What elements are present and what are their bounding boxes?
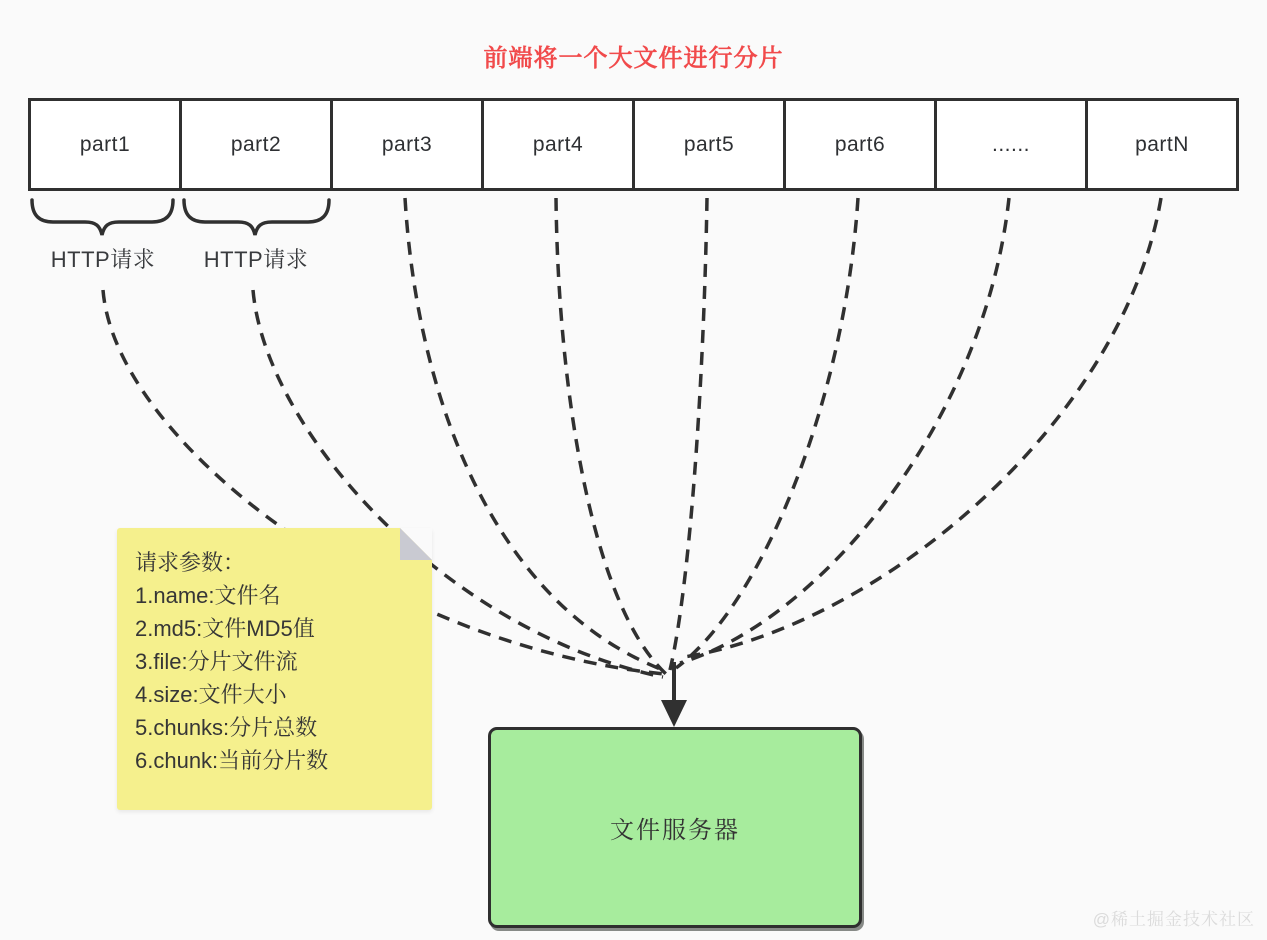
watermark: @稀土掘金技术社区 (1092, 910, 1255, 929)
note-line: 1.name:文件名 (135, 583, 281, 608)
curly-brace-icon (32, 200, 173, 235)
note-line: 请求参数： (135, 550, 246, 575)
part-cell (182, 101, 333, 188)
upload-curve (556, 198, 666, 674)
part-label: part1 (79, 132, 131, 156)
part-label: partN (1135, 132, 1189, 156)
part-cell (937, 101, 1088, 188)
file-server-label: 文件服务器 (610, 817, 740, 844)
upload-curve (670, 198, 707, 670)
part-cell (484, 101, 635, 188)
folded-corner-icon (400, 528, 432, 560)
part-label: part3 (381, 132, 433, 156)
part-label: part6 (834, 132, 886, 156)
part-cell (786, 101, 937, 188)
note-line: 6.chunk:当前分片数 (135, 748, 329, 773)
part-cell (333, 101, 484, 188)
note-line: 4.size:文件大小 (135, 682, 287, 707)
http-request-label: HTTP请求 (203, 247, 309, 272)
note-line: 2.md5:文件MD5值 (135, 616, 315, 641)
upload-curve (676, 198, 858, 668)
note-line: 5.chunks:分片总数 (135, 715, 318, 740)
diagram-title: 前端将一个大文件进行分片 (483, 45, 784, 72)
part-label: ...... (991, 132, 1030, 156)
arrow-down-icon (661, 700, 687, 727)
note-line: 3.file:分片文件流 (135, 649, 298, 674)
part-label: part2 (230, 132, 282, 156)
http-request-label: HTTP请求 (50, 247, 156, 272)
part-label: part5 (683, 132, 735, 156)
part-label: part4 (532, 132, 584, 156)
sticky-note (117, 528, 432, 810)
upload-curve (684, 198, 1161, 657)
file-parts-row (28, 98, 1239, 191)
upload-curve (680, 198, 1009, 663)
file-server-box (488, 727, 862, 928)
curly-brace-icon (184, 200, 329, 235)
part-cell (635, 101, 786, 188)
part-cell (1088, 101, 1236, 188)
upload-curve (405, 198, 663, 670)
part-cell (31, 101, 182, 188)
